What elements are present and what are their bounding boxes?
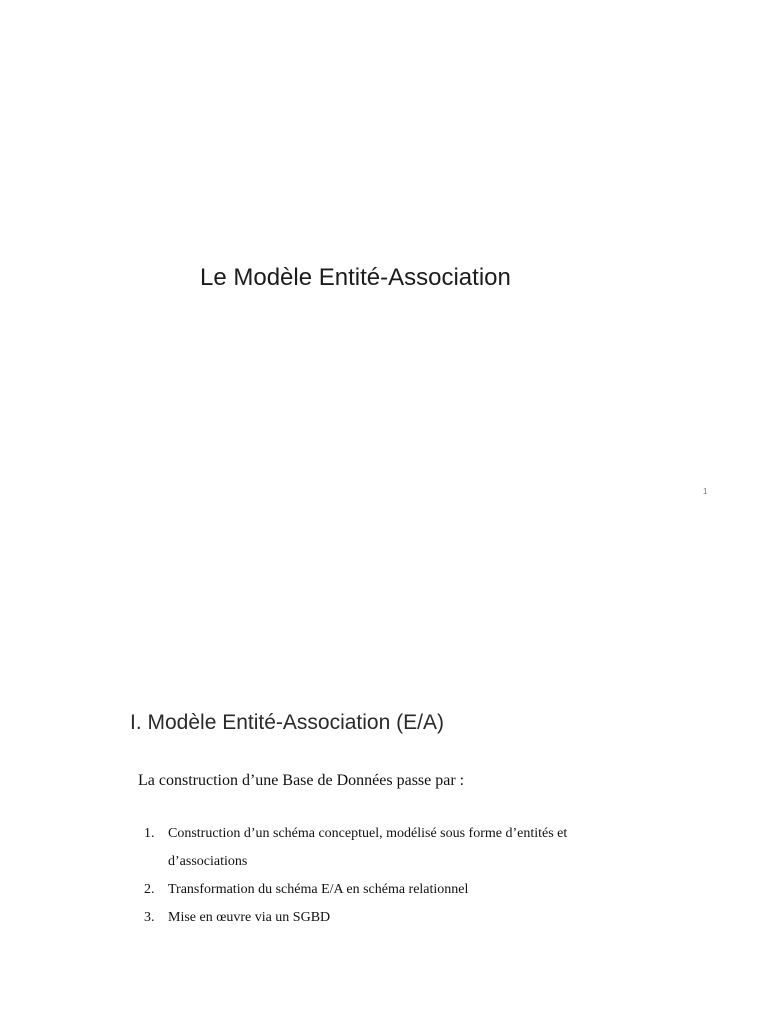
content-slide [0,512,768,1024]
step-number: 3. [144,910,155,925]
step-text: Construction d’un schéma conceptuel, modélisé sous forme d’entités et d’associations [168,826,568,869]
step-number: 1. [144,826,155,841]
step-text: Mise en œuvre via un SGBD [168,910,331,925]
intro-text: La construction d’une Base de Données passe par : [138,772,465,789]
steps-list [144,820,644,932]
slide-title: Le Modèle Entité-Association [200,264,511,291]
list-item [144,904,644,932]
section-title: I. Modèle Entité-Association (E/A) [130,711,444,734]
page-number: 1 [703,487,708,496]
list-item [144,876,644,904]
step-text: Transformation du schéma E/A en schéma relationnel [168,882,469,897]
step-number: 2. [144,882,155,897]
list-item [144,820,644,876]
